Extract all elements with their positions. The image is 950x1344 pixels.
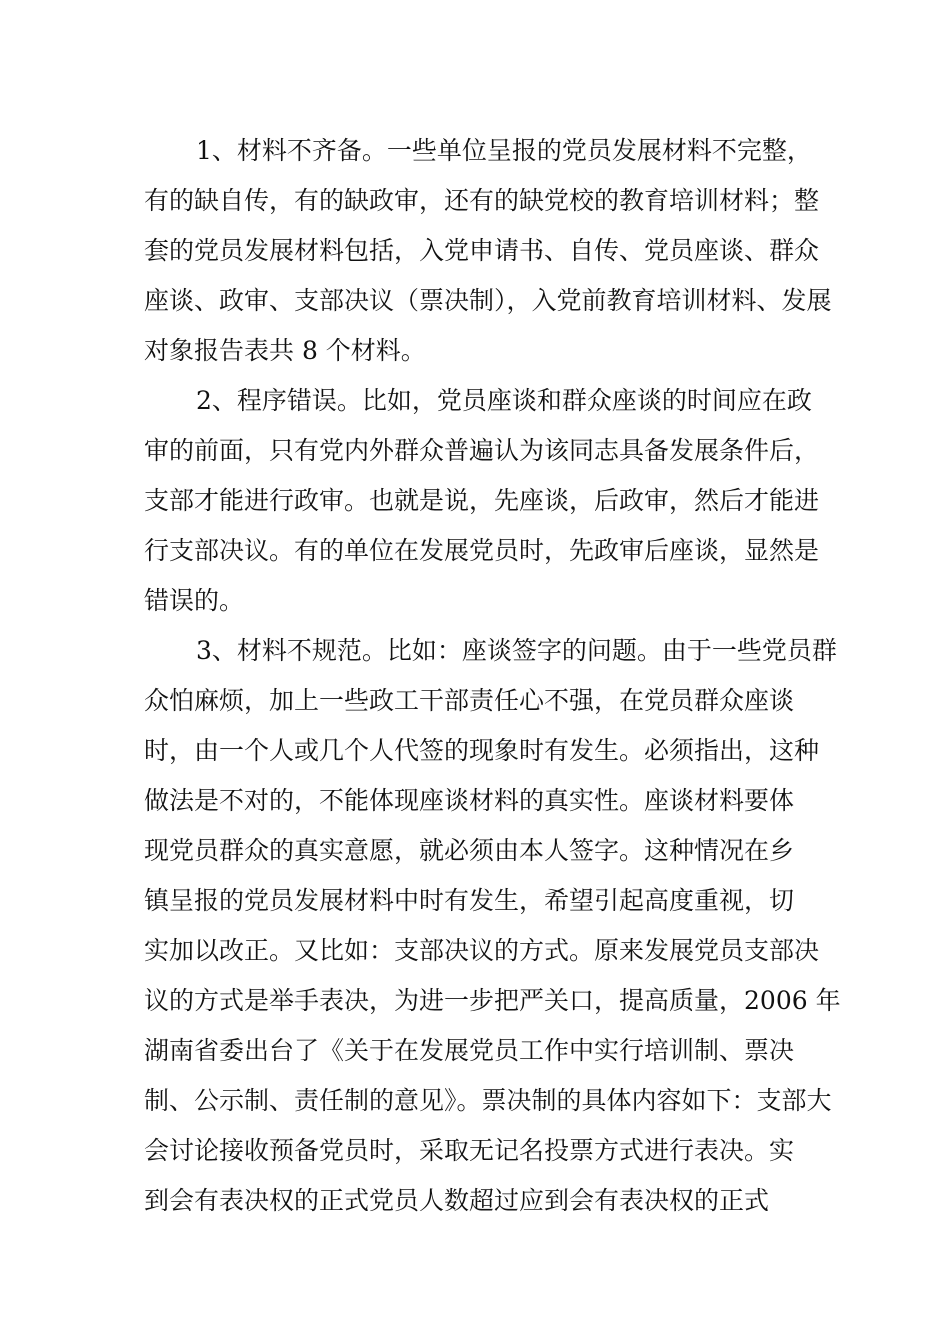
text-line: 做法是不对的，不能体现座谈材料的真实性。座谈材料要体 xyxy=(144,786,795,815)
text-line: 会讨论接收预备党员时，采取无记名投票方式进行表决。实 xyxy=(144,1136,795,1165)
text-line: 座谈、政审、支部决议（票决制），入党前教育培训材料、发展 xyxy=(144,286,832,315)
text-line: 湖南省委出台了《关于在发展党员工作中实行培训制、票决 xyxy=(144,1036,795,1065)
text-line: 实加以改正。又比如：支部决议的方式。原来发展党员支部决 xyxy=(144,936,820,965)
text-line: 有的缺自传，有的缺政审，还有的缺党校的教育培训材料；整 xyxy=(144,186,820,215)
text-line: 3、材料不规范。比如：座谈签字的问题。由于一些党员群 xyxy=(196,636,837,665)
text-line: 到会有表决权的正式党员人数超过应到会有表决权的正式 xyxy=(144,1186,770,1215)
text-line: 支部才能进行政审。也就是说，先座谈，后政审，然后才能进 xyxy=(144,486,820,515)
text-line: 2、程序错误。比如，党员座谈和群众座谈的时间应在政 xyxy=(196,386,812,415)
text-line: 镇呈报的党员发展材料中时有发生，希望引起高度重视，切 xyxy=(144,886,795,915)
paragraph-2 xyxy=(144,376,820,626)
text-line: 众怕麻烦，加上一些政工干部责任心不强，在党员群众座谈 xyxy=(144,686,795,715)
text-line: 审的前面，只有党内外群众普遍认为该同志具备发展条件后， xyxy=(144,436,820,465)
paragraph-3 xyxy=(144,626,841,1226)
document-body xyxy=(144,126,841,1226)
paragraph-1 xyxy=(144,126,832,376)
text-line: 行支部决议。有的单位在发展党员时，先政审后座谈，显然是 xyxy=(144,536,820,565)
text-line: 1、材料不齐备。一些单位呈报的党员发展材料不完整， xyxy=(196,136,812,165)
text-line: 时，由一个人或几个人代签的现象时有发生。必须指出，这种 xyxy=(144,736,820,765)
text-line: 套的党员发展材料包括，入党申请书、自传、党员座谈、群众 xyxy=(144,236,820,265)
text-line: 现党员群众的真实意愿，就必须由本人签字。这种情况在乡 xyxy=(144,836,795,865)
text-line: 错误的。 xyxy=(144,586,245,615)
text-line: 议的方式是举手表决，为进一步把严关口，提高质量，2006 年 xyxy=(144,986,841,1015)
text-line: 制、公示制、责任制的意见》。票决制的具体内容如下：支部大 xyxy=(144,1086,832,1115)
text-line: 对象报告表共 8 个材料。 xyxy=(144,336,426,365)
